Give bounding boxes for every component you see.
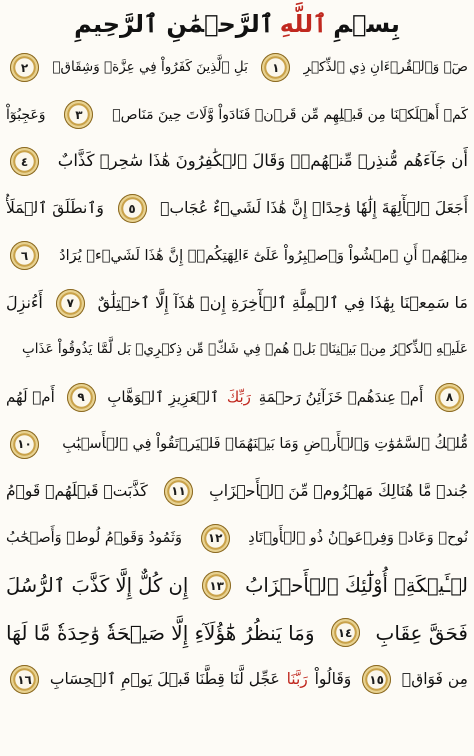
ayah-number: ٨ xyxy=(445,390,454,405)
verse-line xyxy=(6,468,468,515)
ayah-number-marker xyxy=(118,194,147,223)
verse-line xyxy=(6,656,468,703)
verse-text: فَحَقَّ عِقَابِ xyxy=(375,620,468,645)
divine-name-text: رَبَّنَا xyxy=(286,670,308,689)
verse-line xyxy=(6,232,468,279)
ayah-number-marker xyxy=(10,665,39,694)
verse-text: أَجَعَلَ ٱلۡأٓلِهَةَ إِلَٰهٗا وَٰحِدًاۖ إِنَّ هَٰذَا لَشَيۡءٌ عُجَابٞ xyxy=(160,199,468,218)
verse-text: وَثَمُودُ وَقَوۡمُ لُوطٖ وَأَصۡحَٰبُ xyxy=(6,530,182,547)
verse-text: مُّلۡكُ ٱلسَّمَٰوَٰتِ وَٱلۡأَرۡضِ وَمَا بَيۡنَهُمَاۖ فَلۡيَرۡتَقُواْ فِي ٱلۡأَسۡبَٰبِ xyxy=(62,436,468,453)
ayah-number: ٢ xyxy=(20,60,29,75)
verse-text: مِن فَوَاقٖ xyxy=(401,670,468,689)
verse-text: نُوحٖ وَعَادٞ وَفِرۡعَوۡنُ ذُو ٱلۡأَوۡتَادِ xyxy=(248,530,468,547)
verse-text: عَجِّل لَّنَا قِطَّنَا قَبۡلَ يَوۡمِ ٱلۡحِسَابِ xyxy=(49,670,280,689)
verse-text: وَمَا يَنظُرُ هَٰٓؤُلَآءِ إِلَّا صَيۡحَةٗ وَٰحِدَةٗ مَّا لَهَا xyxy=(6,620,315,645)
ayah-number: ١١ xyxy=(171,484,186,499)
ayah-number-marker xyxy=(67,383,96,412)
verse-line xyxy=(6,185,468,232)
verse-text: أَءُنزِلَ xyxy=(6,293,43,313)
verse-text: مِنۡهُمۡ أَنِ ٱمۡشُواْ وَٱصۡبِرُواْ عَلَىٰٓ ءَالِهَتِكُمۡۖ إِنَّ هَٰذَا لَشَيۡءٞ يُرَادُ xyxy=(59,247,468,264)
divine-name-text: رَبِّكَ xyxy=(226,387,251,406)
ayah-number-marker xyxy=(56,289,85,318)
verse-line xyxy=(6,327,468,374)
verse-text: جُندٞ مَّا هُنَالِكَ مَهۡزُومٞ مِّنَ ٱلۡأَحۡزَابِ xyxy=(209,481,468,500)
ayah-number: ٤ xyxy=(20,154,29,169)
ayah-number: ٦ xyxy=(20,248,29,263)
ayah-number-marker xyxy=(10,241,39,270)
verse-text: لۡـَٔيۡكَةِۚ أُوْلَٰٓئِكَ ٱلۡأَحۡزَابُ xyxy=(245,573,468,597)
verse-text: ٱلۡعَزِيزِ ٱلۡوَهَّابِ xyxy=(107,387,220,406)
ayah-number: ٣ xyxy=(75,107,83,122)
verse-line xyxy=(6,609,468,656)
ayah-number: ١٢ xyxy=(207,531,223,546)
verse-text: إِن كُلٌّ إِلَّا كَذَّبَ ٱلرُّسُلَ xyxy=(6,573,189,597)
ayah-number-marker xyxy=(331,618,360,647)
verse-text: بَلِ ٱلَّذِينَ كَفَرُواْ فِي عِزَّةٖ وَشِقَاقٖ xyxy=(52,58,248,75)
ayah-number-marker xyxy=(362,665,391,694)
verse-line xyxy=(6,421,468,468)
basmala-start: بِسۡمِ xyxy=(333,10,400,38)
ayah-number: ١ xyxy=(272,60,280,75)
verse-text: عَلَيۡهِ ٱلذِّكۡرُ مِنۢ بَيۡنِنَاۚ بَلۡ هُمۡ فِي شَكّٖ مِّن ذِكۡرِيۚ بَل لَّمَّا يَذُوقُواْ عَذَابِ xyxy=(21,341,468,358)
verse-text: مَا سَمِعۡنَا بِهَٰذَا فِي ٱلۡمِلَّةِ ٱلۡأٓخِرَةِ إِنۡ هَٰذَآ إِلَّا ٱخۡتِلَٰقٌ xyxy=(97,293,468,313)
ayah-number-marker xyxy=(64,100,93,129)
ayah-number-marker xyxy=(164,477,193,506)
ayah-number-marker xyxy=(201,524,230,553)
ayah-number-marker xyxy=(10,147,39,176)
ayah-number-marker xyxy=(10,53,39,82)
verse-text: وَٱنطَلَقَ ٱلۡمَلَأُ xyxy=(6,199,104,218)
basmala-divine-name: ٱللَّهِ xyxy=(279,10,328,38)
ayah-number: ٥ xyxy=(128,201,136,216)
basmala-end: ٱلرَّحۡمَٰنِ ٱلرَّحِيمِ xyxy=(74,10,274,38)
basmala-header xyxy=(6,4,468,44)
ayah-number-marker xyxy=(261,53,290,82)
ayah-number-marker xyxy=(202,571,231,600)
ayah-number-marker xyxy=(10,430,39,459)
ayah-number: ١٥ xyxy=(369,672,384,687)
verse-text: أَن جَآءَهُم مُّنذِرٞ مِّنۡهُمۡۖ وَقَالَ ٱلۡكَٰفِرُونَ هَٰذَا سَٰحِرٞ كَذَّابٌ xyxy=(57,151,468,171)
ayah-number-marker xyxy=(435,383,464,412)
ayah-number: ١٠ xyxy=(17,437,32,452)
verse-text: صٓۚ وَٱلۡقُرۡءَانِ ذِي ٱلذِّكۡرِ xyxy=(303,58,468,75)
verse-line xyxy=(6,91,468,138)
ayah-number: ١٤ xyxy=(337,625,353,640)
verse-line xyxy=(6,374,468,421)
verse-line xyxy=(6,515,468,562)
ayah-number: ١٣ xyxy=(209,578,224,593)
verse-line xyxy=(6,138,468,185)
verse-text: وَقَالُواْ xyxy=(314,670,352,689)
verse-lines xyxy=(6,44,468,703)
verse-text: أَمۡ لَهُم xyxy=(6,387,55,406)
verse-text: وَعَجِبُوٓاْ xyxy=(6,106,46,123)
ayah-number: ٩ xyxy=(77,390,85,405)
verse-line xyxy=(6,279,468,326)
verse-text: أَمۡ عِندَهُمۡ خَزَآئِنُ رَحۡمَةِ xyxy=(258,387,424,406)
verse-text: كَذَّبَتۡ قَبۡلَهُمۡ قَوۡمُ xyxy=(6,481,148,500)
verse-line xyxy=(6,562,468,609)
ayah-number: ١٦ xyxy=(17,672,32,687)
verse-text: كَمۡ أَهۡلَكۡنَا مِن قَبۡلِهِم مِّن قَرۡنٖ فَنَادَواْ وَّلَاتَ حِينَ مَنَاصٖ xyxy=(112,106,468,123)
verse-line xyxy=(6,44,468,91)
ayah-number: ٧ xyxy=(66,296,74,311)
